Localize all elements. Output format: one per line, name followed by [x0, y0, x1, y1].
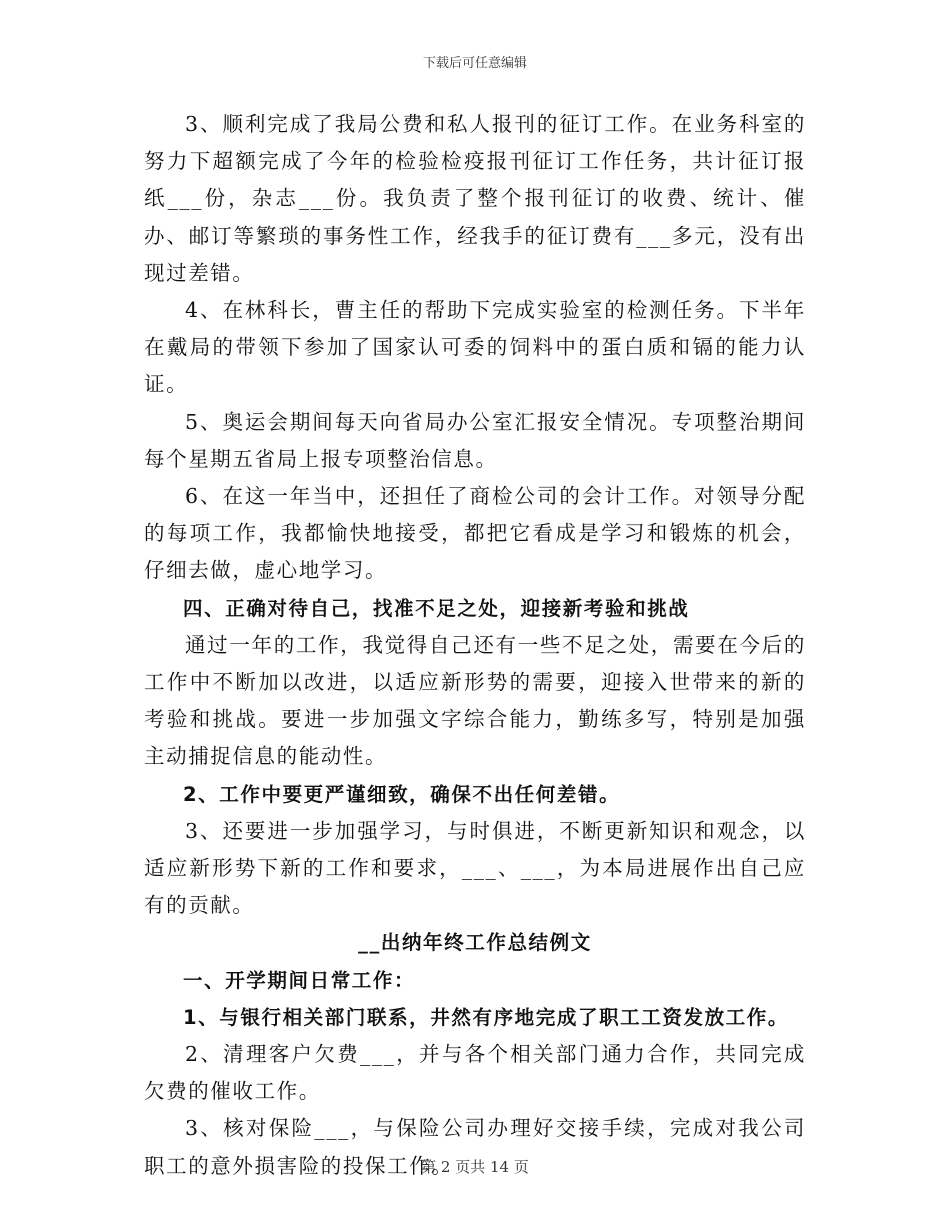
paragraph-salary: 1、与银行相关部门联系，井然有序地完成了职工工资发放工作。 — [183, 1005, 789, 1029]
article-title: __出纳年终工作总结例文 — [358, 931, 592, 955]
section-heading-one: 一、开学期间日常工作： — [183, 968, 416, 992]
paragraph-olympics-report: 5、奥运会期间每天向省局办公室汇报安全情况。专项整治期间每个星期五省局上报专项整治信息。 — [144, 409, 806, 471]
paragraph-careful-work: 2、工作中要更严谨细致，确保不出任何差错。 — [183, 782, 621, 806]
paragraph-further-study: 3、还要进一步加强学习，与时俱进，不断更新知识和观念，以适应新形势下新的工作和要求，___、___，为本局进展作出自己应有的贡献。 — [144, 818, 806, 918]
paragraph-insurance: 3、核对保险___，与保险公司办理好交接手续，完成对我公司职工的意外损害险的投保工作。 — [144, 1116, 806, 1178]
section-heading-four: 四、正确对待自己，找准不足之处，迎接新考验和挑战 — [183, 596, 690, 620]
paragraph-lab-testing: 4、在林科长，曹主任的帮助下完成实验室的检测任务。下半年在戴局的带领下参加了国家认可委的饲料中的蛋白质和镉的能力认证。 — [144, 298, 806, 397]
paragraph-shortcomings: 通过一年的工作，我觉得自己还有一些不足之处，需要在今后的工作中不断加以改进，以适应新形势的需要，迎接入世带来的新的考验和挑战。要进一步加强文字综合能力，勤练多写，特别是加强主动捕捉信息的能动性。 — [144, 632, 806, 769]
page-footer: 第 2 页共 14 页 — [421, 1158, 529, 1176]
document-body — [144, 106, 806, 1185]
paragraph-accounting: 6、在这一年当中，还担任了商检公司的会计工作。对领导分配的每项工作，我都愉快地接受，都把它看成是学习和锻炼的机会，仔细去做，虚心地学习。 — [144, 484, 806, 583]
paragraph-subscription: 3、顺利完成了我局公费和私人报刊的征订工作。在业务科室的努力下超额完成了今年的检验检疫报刊征订工作任务，共计征订报纸___份，杂志___份。我负责了整个报刊征订的收费、统计、催办、邮订等繁琐的事务性工作，经我手的征订费有___多元，没有出现过差错。 — [144, 112, 806, 285]
paragraph-arrears: 2、清理客户欠费___，并与各个相关部门通力合作，共同完成欠费的催收工作。 — [144, 1042, 806, 1104]
page-header: 下载后可任意编辑 — [422, 56, 527, 71]
